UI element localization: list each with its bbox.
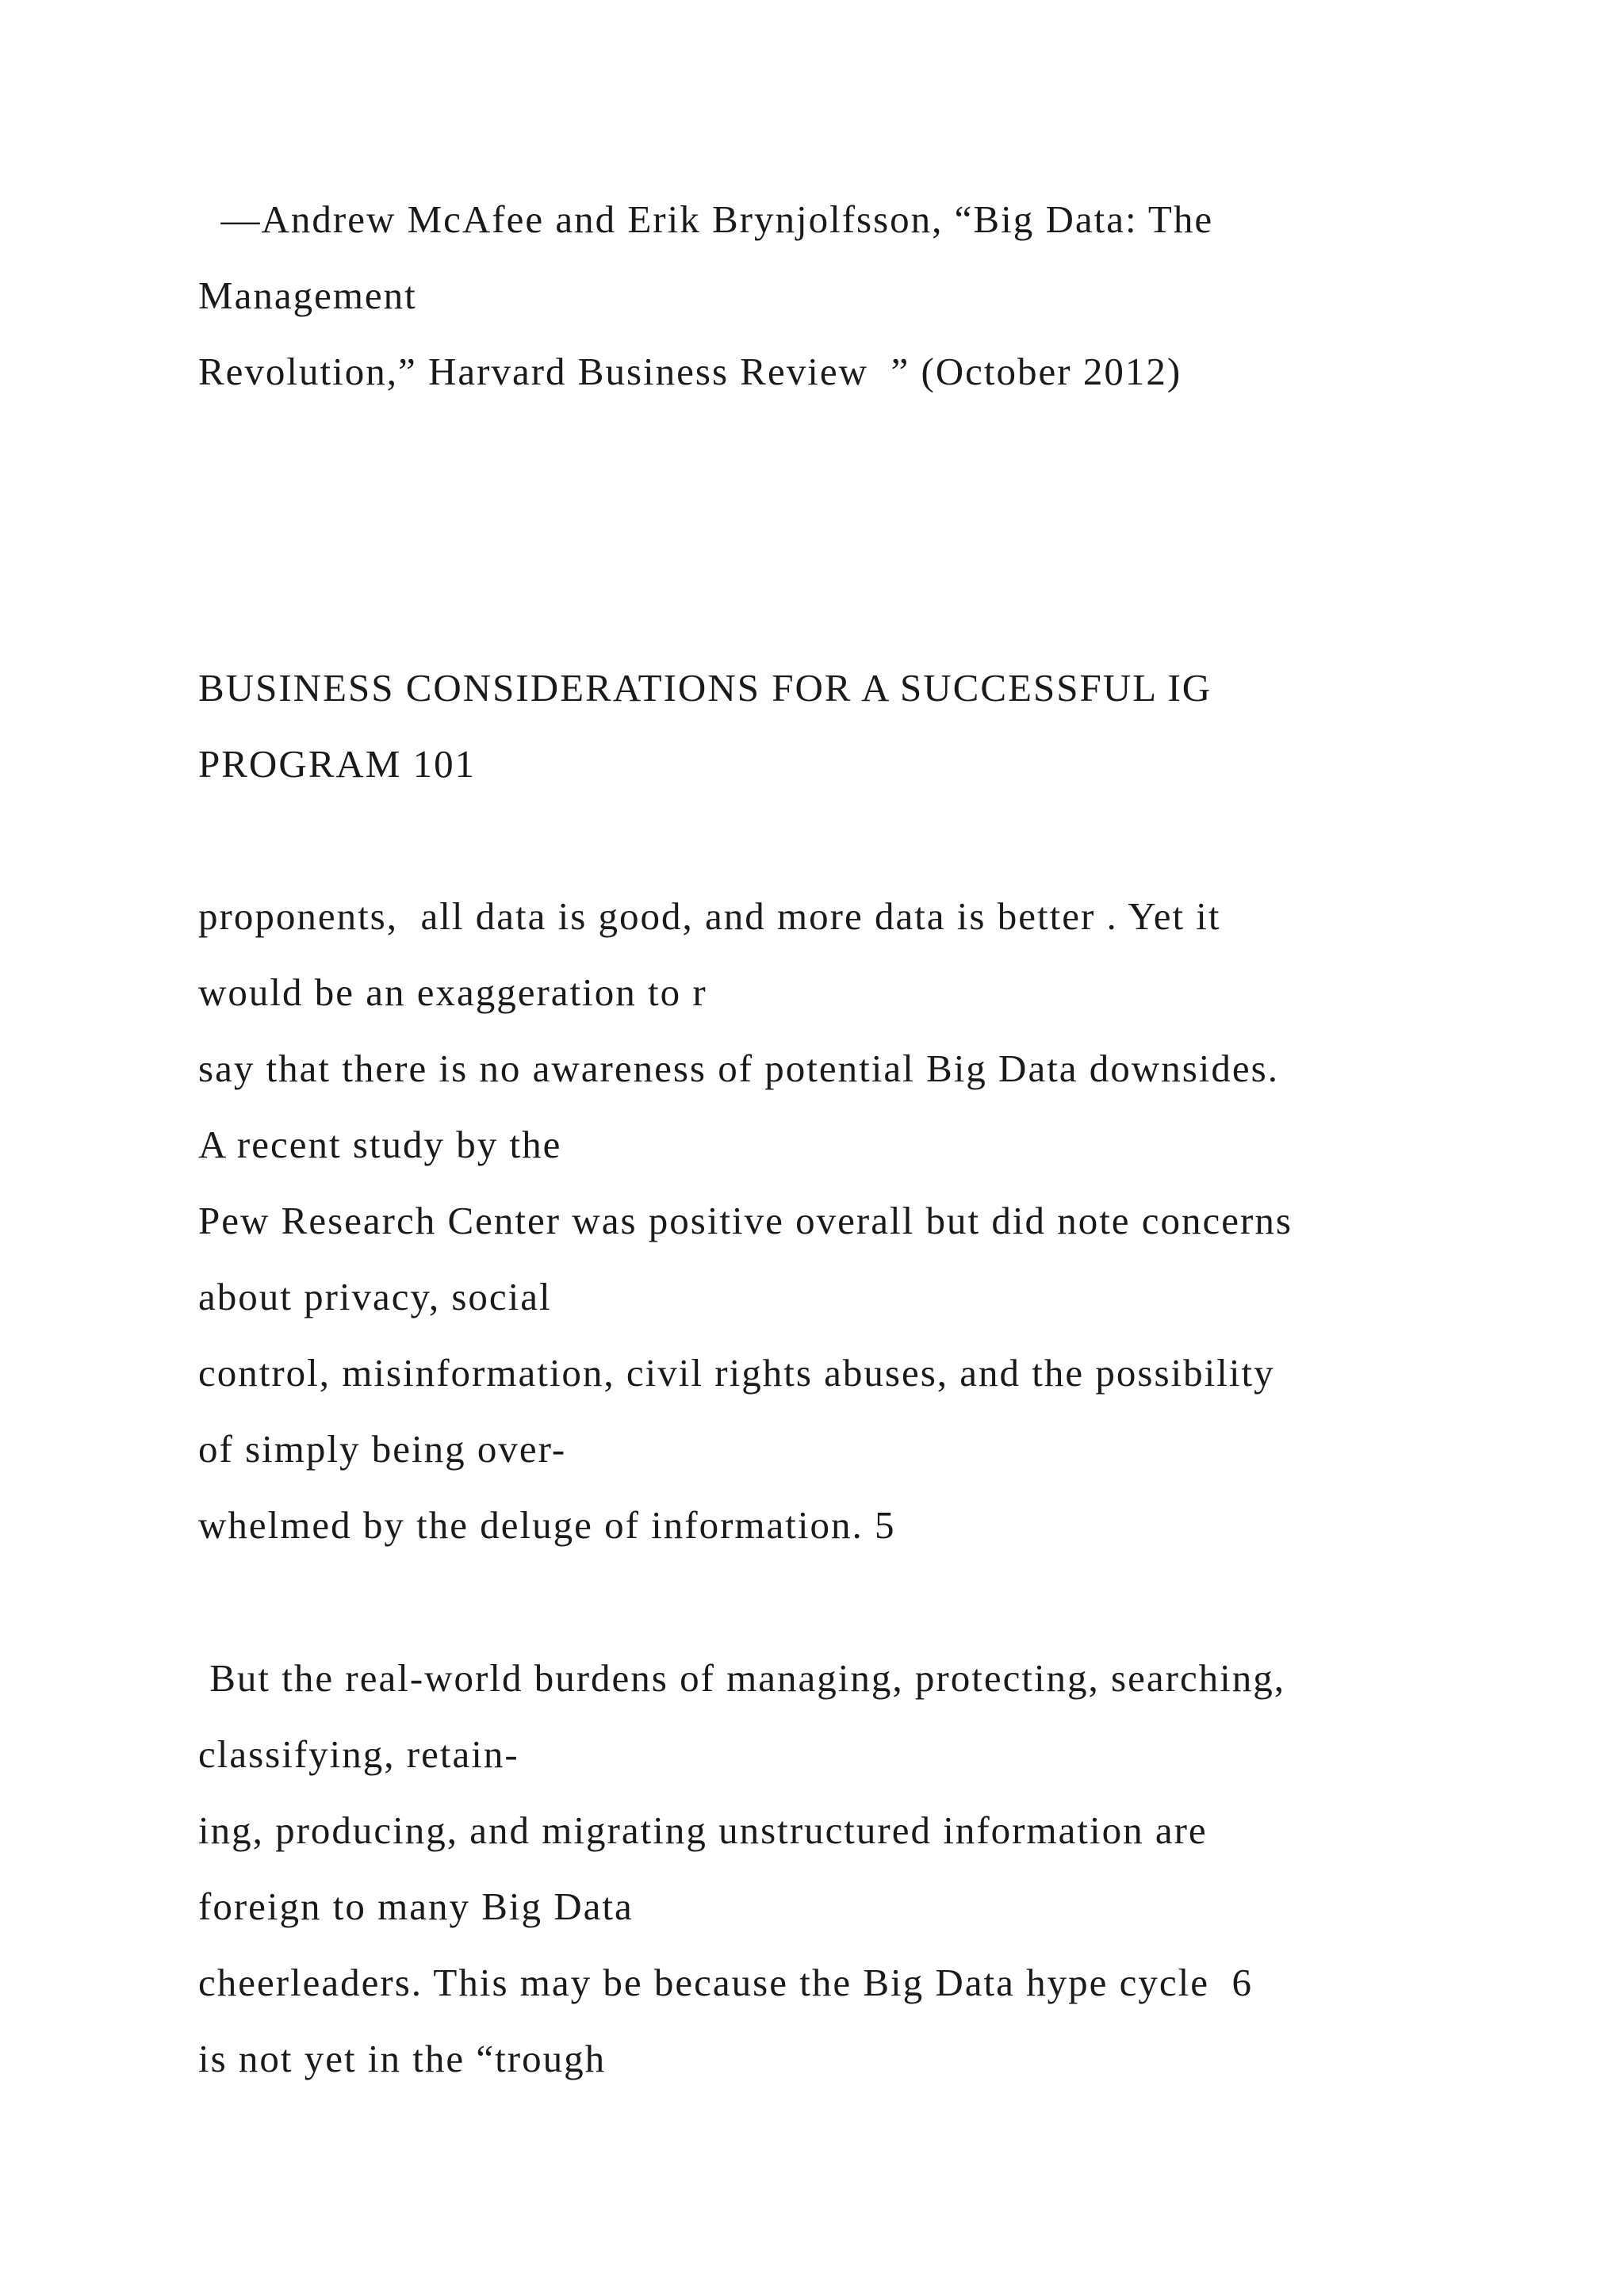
quote-attribution-line-2: Management: [198, 274, 417, 317]
body-text-line: proponents, all data is good, and more data is better . Yet it: [198, 894, 1221, 938]
quote-attribution-line-3: Revolution,” Harvard Business Review ” (October 2012): [198, 350, 1182, 393]
section-heading-line-2: PROGRAM 101: [198, 742, 477, 786]
body-text-line: Pew Research Center was positive overall but did note concerns: [198, 1199, 1293, 1242]
body-text-line: control, misinformation, civil rights abuses, and the possibility: [198, 1351, 1275, 1395]
body-text-line: foreign to many Big Data: [198, 1885, 634, 1928]
body-text-line: ing, producing, and migrating unstructured information are: [198, 1808, 1208, 1852]
body-text-line: about privacy, social: [198, 1275, 552, 1318]
body-text-line: classifying, retain-: [198, 1732, 519, 1776]
body-text-line: A recent study by the: [198, 1123, 562, 1166]
body-text-line: whelmed by the deluge of information. 5: [198, 1503, 896, 1547]
body-text-line: say that there is no awareness of potential Big Data downsides.: [198, 1047, 1279, 1090]
body-text-line: would be an exaggeration to r: [198, 970, 707, 1014]
body-text-line: cheerleaders. This may be because the Big Data hype cycle 6: [198, 1961, 1253, 2004]
body-text-line: of simply being over-: [198, 1427, 567, 1471]
body-text-line: But the real-world burdens of managing, protecting, searching,: [198, 1656, 1286, 1700]
section-heading-line-1: BUSINESS CONSIDERATIONS FOR A SUCCESSFUL IG: [198, 666, 1212, 710]
quote-attribution-line-1: —Andrew McAfee and Erik Brynjolfsson, “Big Data: The: [198, 197, 1214, 241]
body-text-line: is not yet in the “trough: [198, 2037, 607, 2080]
